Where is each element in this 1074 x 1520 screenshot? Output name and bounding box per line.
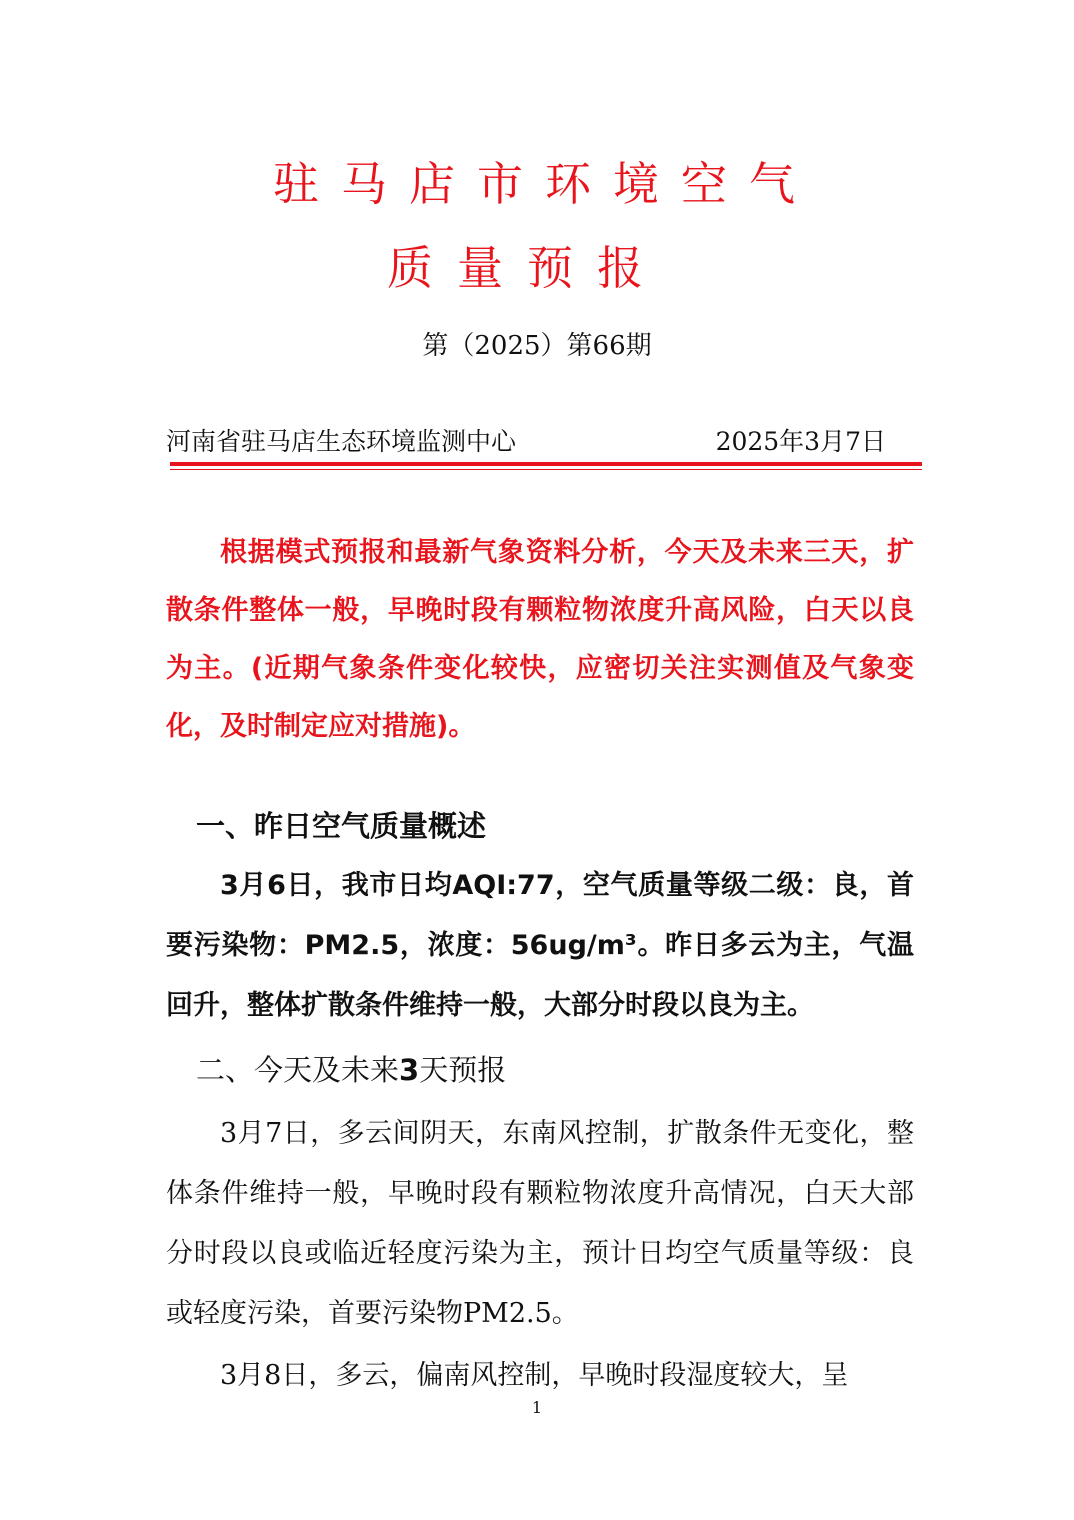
report-title-line1: 驻马店市环境空气	[273, 157, 817, 211]
section2-heading-prefix: 二、今天及未来	[196, 1053, 400, 1087]
report-title-line2: 质量预报	[387, 241, 667, 295]
summary-paragraph	[166, 524, 914, 756]
publish-date: 2025年3月7日	[715, 427, 886, 456]
forecast-day1: 3月7日，多云间阴天，东南风控制，扩散条件无变化，整体条件维持一般，早晚时段有颗粒物浓度升高情况，白天大部分时段以良或临近轻度污染为主，预计日均空气质量等级：良或轻度污染，首要污染物PM2.5。	[166, 1118, 914, 1329]
section1-heading: 一、昨日空气质量概述	[196, 809, 487, 843]
section2-heading-number: 3	[399, 1053, 420, 1087]
section2-heading	[196, 1050, 506, 1090]
summary-text: 根据模式预报和最新气象资料分析，今天及未来三天，扩散条件整体一般，早晚时段有颗粒物浓度升高风险，白天以良为主。(近期气象条件变化较快，应密切关注实测值及气象变化，及时制定应对措施)。	[166, 537, 914, 742]
section1-paragraph	[166, 856, 914, 1036]
page-number: 1	[531, 1398, 543, 1417]
organization-name: 河南省驻马店生态环境监测中心	[166, 427, 517, 456]
section1-body: 3月6日，我市日均AQI:77，空气质量等级二级：良，首要污染物：PM2.5，浓度：56ug/m³。昨日多云为主，气温回升，整体扩散条件维持一般，大部分时段以良为主。	[166, 870, 914, 1021]
section2-heading-suffix: 天预报	[419, 1053, 507, 1087]
section2-paragraphs	[166, 1104, 914, 1406]
forecast-day2: 3月8日，多云，偏南风控制，早晚时段湿度较大，呈	[220, 1360, 849, 1391]
header-divider-thin	[170, 469, 922, 470]
publisher-row	[166, 424, 886, 460]
issue-number: 第（2025）第66期	[422, 331, 652, 361]
header-divider-thick	[170, 462, 922, 466]
